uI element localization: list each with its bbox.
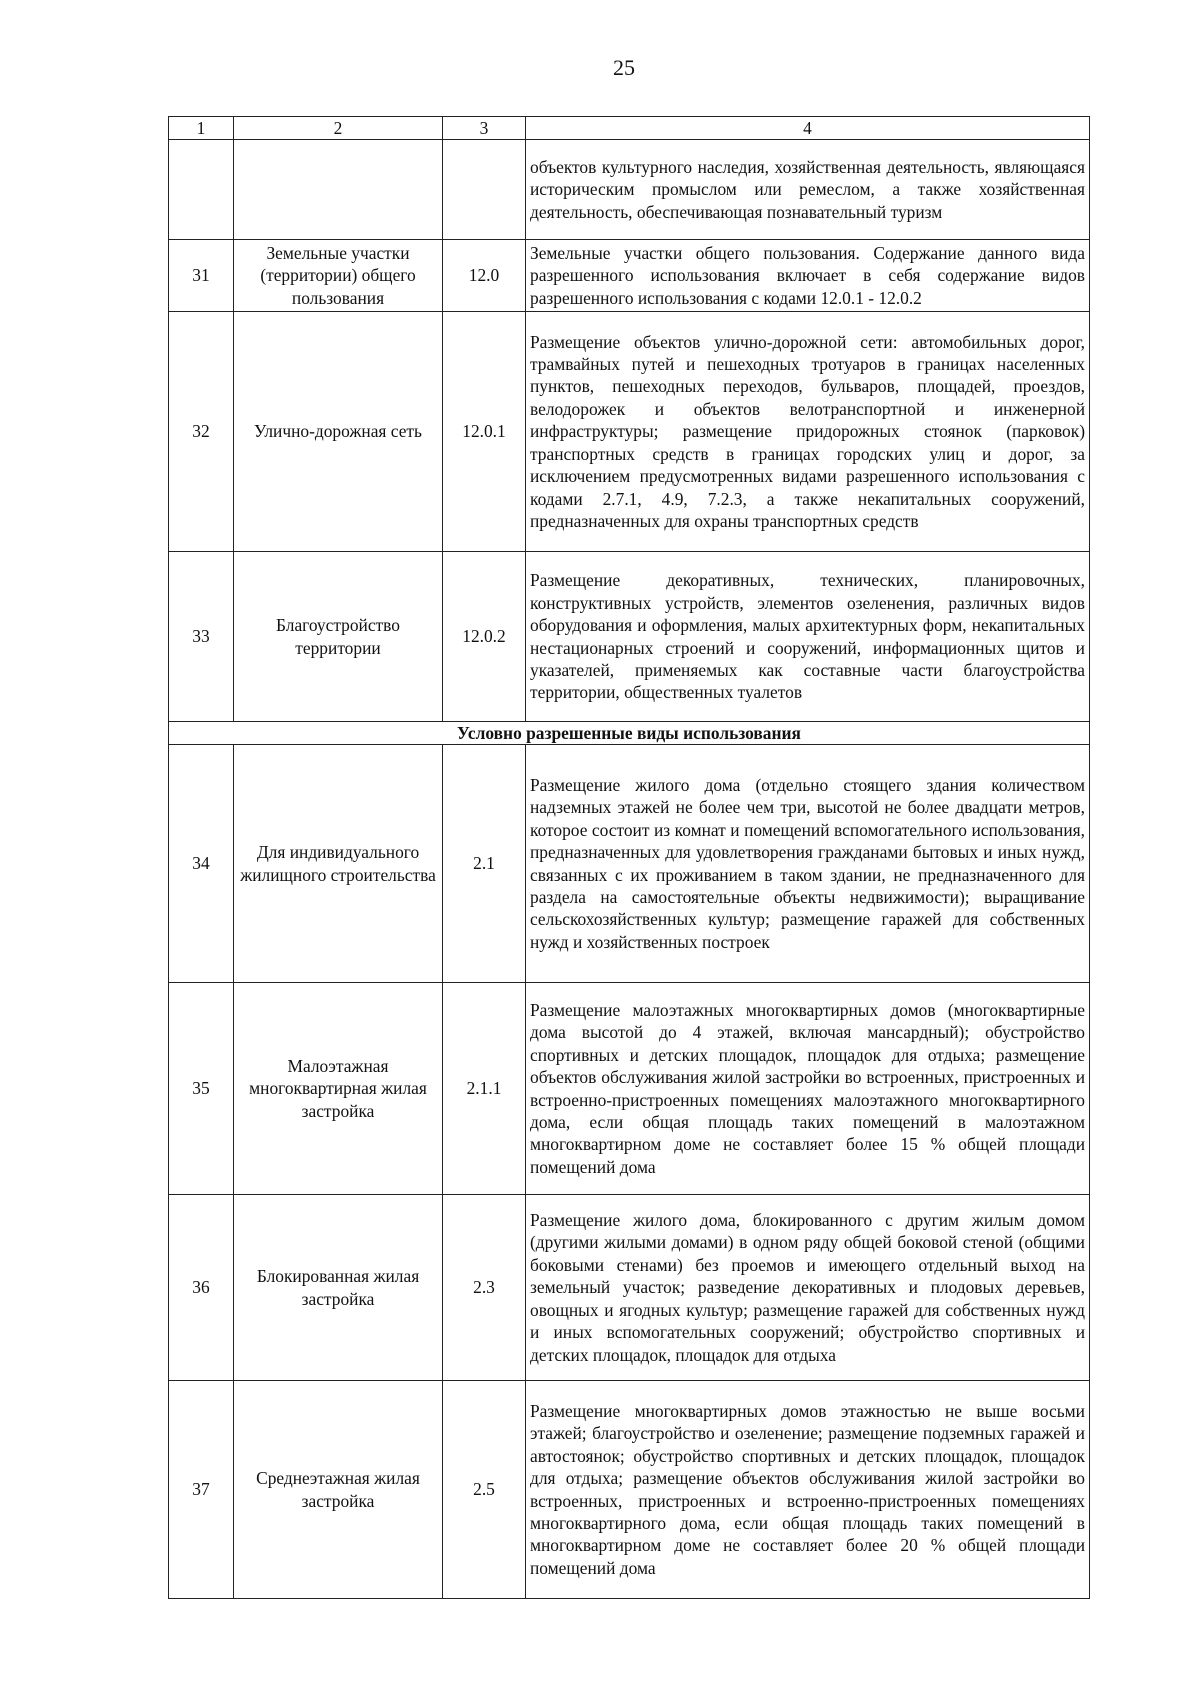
row-use-name: Благоустройство территории [234, 552, 443, 722]
row-description: Земельные участки общего пользования. Содержание данного вида разрешенного использования включает в себя содержание видов разрешенного использования с кодами 12.0.1 - 12.0.2 [526, 240, 1090, 312]
row-description: Размещение жилого дома, блокированного с другим жилым домом (другими жилыми домами) в одном ряду общей боковой стеной (общими боковыми стенами) без проемов и имеющего отдельный выход на земельный участок; разведение декоративных и плодовых деревьев, овощных и ягодных культур; размещение гаражей для собственных нужд и иных вспомогательных сооружений; обустройство спортивных и детских площадок, площадок для отдыха [526, 1195, 1090, 1381]
row-use-name: Среднеэтажная жилая застройка [234, 1381, 443, 1599]
header-col-1: 1 [169, 117, 234, 140]
table-row [169, 240, 1090, 312]
row-number: 32 [169, 312, 234, 552]
table-row [169, 312, 1090, 552]
row-description: Размещение малоэтажных многоквартирных домов (многоквартирные дома высотой до 4 этажей, включая мансардный); обустройство спортивных и детских площадок, площадок для отдыха; размещение объектов обслуживания жилой застройки во встроенных, пристроенных и встроенно-пристроенных помещениях малоэтажного многоквартирного дома, если общая площадь таких помещений в малоэтажном многоквартирном доме не составляет более 15 % общей площади помещений дома [526, 983, 1090, 1195]
section-header-row [169, 722, 1090, 745]
row-code: 12.0.2 [443, 552, 526, 722]
row-code: 2.1.1 [443, 983, 526, 1195]
row-number: 31 [169, 240, 234, 312]
row-description: Размещение многоквартирных домов этажностью не выше восьми этажей; благоустройство и озеленение; размещение подземных гаражей и автостоянок; обустройство спортивных и детских площадок, площадок для отдыха; размещение объектов обслуживания жилой застройки во встроенных, пристроенных и встроенно-пристроенных помещениях многоквартирного дома, если общая площадь таких помещений в многоквартирном доме не составляет более 20 % общей площади помещений дома [526, 1381, 1090, 1599]
table-row [169, 1381, 1090, 1599]
row-use-name [234, 140, 443, 240]
row-number: 36 [169, 1195, 234, 1381]
row-number: 34 [169, 745, 234, 983]
row-code: 2.1 [443, 745, 526, 983]
table-row [169, 1195, 1090, 1381]
row-description: Размещение жилого дома (отдельно стоящего здания количеством надземных этажей не более чем три, высотой не более двадцати метров, которое состоит из комнат и помещений вспомогательного использования, предназначенных для удовлетворения гражданами бытовых и иных нужд, связанных с их проживанием в таком здании, не предназначенного для раздела на самостоятельные объекты недвижимости); выращивание сельскохозяйственных культур; размещение гаражей для собственных нужд и хозяйственных построек [526, 745, 1090, 983]
row-description: объектов культурного наследия, хозяйственная деятельность, являющаяся историческим промыслом или ремеслом, а также хозяйственная деятельность, обеспечивающая познавательный туризм [526, 140, 1090, 240]
page-number: 25 [613, 55, 635, 80]
row-use-name: Малоэтажная многоквартирная жилая застройка [234, 983, 443, 1195]
row-use-name: Для индивидуального жилищного строительства [234, 745, 443, 983]
table-row [169, 983, 1090, 1195]
row-code [443, 140, 526, 240]
header-col-2: 2 [234, 117, 443, 140]
header-col-3: 3 [443, 117, 526, 140]
row-use-name: Земельные участки (территории) общего пользования [234, 240, 443, 312]
row-code: 2.5 [443, 1381, 526, 1599]
table-header-row [169, 117, 1090, 140]
row-number: 35 [169, 983, 234, 1195]
table-row-continuation [169, 140, 1090, 240]
land-use-table [168, 116, 1090, 1599]
section-title: Условно разрешенные виды использования [169, 722, 1090, 745]
row-number: 37 [169, 1381, 234, 1599]
row-code: 12.0.1 [443, 312, 526, 552]
table-row [169, 745, 1090, 983]
table-row [169, 552, 1090, 722]
row-description: Размещение декоративных, технических, планировочных, конструктивных устройств, элементов озеленения, различных видов оборудования и оформления, малых архитектурных форм, некапитальных нестационарных строений и сооружений, информационных щитов и указателей, применяемых как составные части благоустройства территории, общественных туалетов [526, 552, 1090, 722]
row-code: 2.3 [443, 1195, 526, 1381]
row-code: 12.0 [443, 240, 526, 312]
row-use-name: Блокированная жилая застройка [234, 1195, 443, 1381]
row-number: 33 [169, 552, 234, 722]
header-col-4: 4 [526, 117, 1090, 140]
row-number [169, 140, 234, 240]
row-use-name: Улично-дорожная сеть [234, 312, 443, 552]
row-description: Размещение объектов улично-дорожной сети: автомобильных дорог, трамвайных путей и пешеходных тротуаров в границах населенных пунктов, пешеходных переходов, бульваров, площадей, проездов, велодорожек и объектов велотранспортной и инженерной инфраструктуры; размещение придорожных стоянок (парковок) транспортных средств в границах городских улиц и дорог, за исключением предусмотренных видами разрешенного использования с кодами 2.7.1, 4.9, 7.2.3, а также некапитальных сооружений, предназначенных для охраны транспортных средств [526, 312, 1090, 552]
